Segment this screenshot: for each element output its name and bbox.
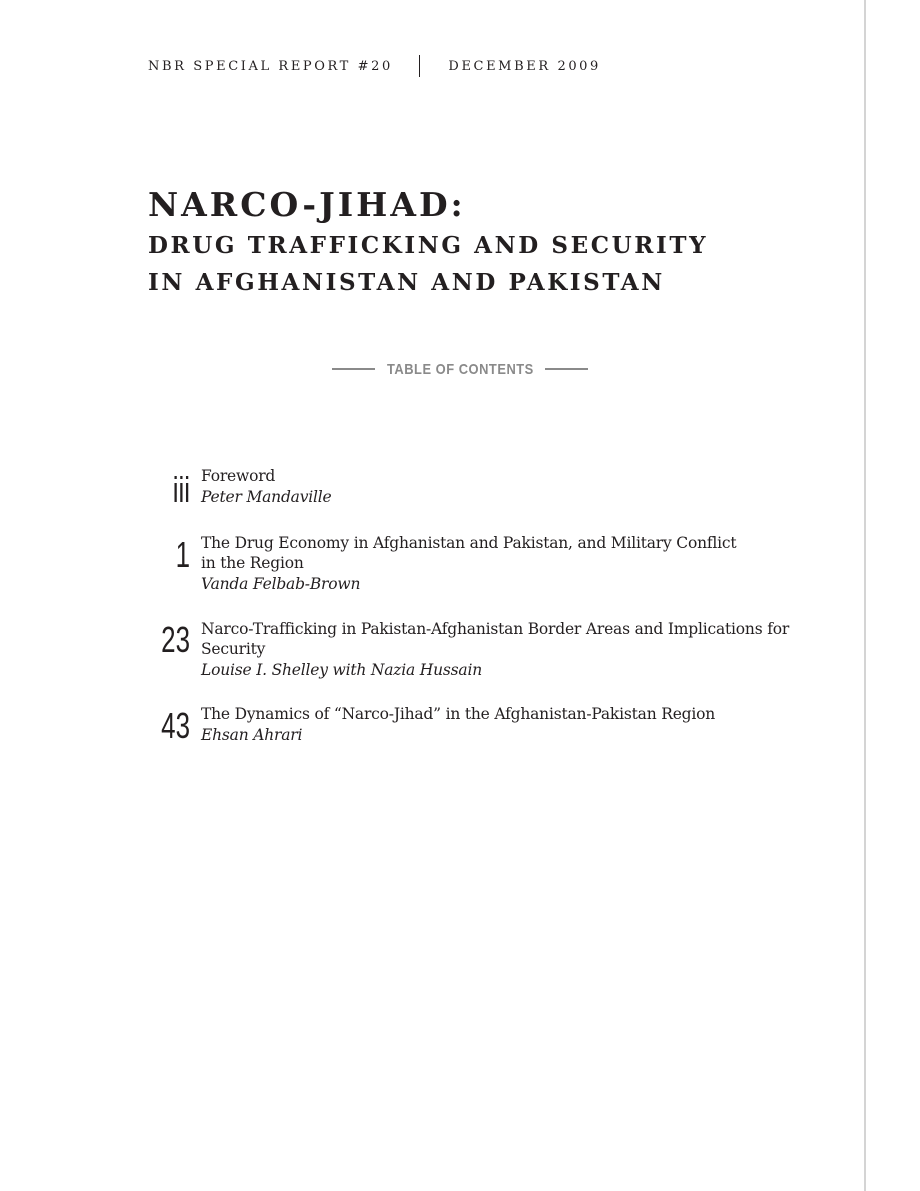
toc-entry-title-line-2: in the Region — [201, 554, 304, 572]
toc-entry-text — [201, 466, 811, 508]
toc-entry-title: Foreword — [201, 467, 276, 485]
header-separator — [419, 55, 421, 77]
toc-heading-label: TABLE OF CONTENTS — [386, 360, 534, 378]
toc-entry-title-line-1: The Drug Economy in Afghanistan and Pakistan, and Military Conflict — [201, 534, 737, 552]
toc-entry-author: Louise I. Shelley with Nazia Hussain — [201, 661, 482, 679]
toc-page-number: 43 — [161, 705, 190, 746]
toc-entry-author: Vanda Felbab-Brown — [201, 575, 361, 593]
toc-heading — [332, 358, 588, 380]
report-date: DECEMBER 2009 — [448, 58, 601, 74]
toc-entry-title-line-1: Narco-Trafficking in Pakistan-Afghanistan Border Areas and Implications for — [201, 620, 790, 638]
toc-page-number: 1 — [175, 534, 190, 575]
toc-page-number: 23 — [161, 619, 190, 660]
toc-entry-text — [201, 533, 811, 595]
toc-page-number: iii — [172, 469, 190, 510]
toc-entry-text — [201, 704, 811, 746]
running-header — [148, 55, 601, 77]
report-number: NBR SPECIAL REPORT #20 — [148, 58, 393, 74]
title-block — [148, 183, 848, 301]
subtitle-line-2: IN AFGHANISTAN AND PAKISTAN — [148, 269, 665, 296]
toc-rule-right — [545, 368, 588, 370]
toc-entry-text — [201, 619, 811, 681]
toc-entry-title-line-2: Security — [201, 640, 266, 658]
toc-entry-title: The Dynamics of “Narco-Jihad” in the Afghanistan-Pakistan Region — [201, 705, 716, 723]
toc-rule-left — [332, 368, 375, 370]
subtitle-line-1: DRUG TRAFFICKING AND SECURITY — [148, 232, 709, 259]
toc-entry-author: Peter Mandaville — [201, 488, 332, 506]
main-title: NARCO-JIHAD: — [148, 185, 466, 224]
page-edge-divider — [864, 0, 866, 1191]
toc-entry-author: Ehsan Ahrari — [201, 726, 303, 744]
